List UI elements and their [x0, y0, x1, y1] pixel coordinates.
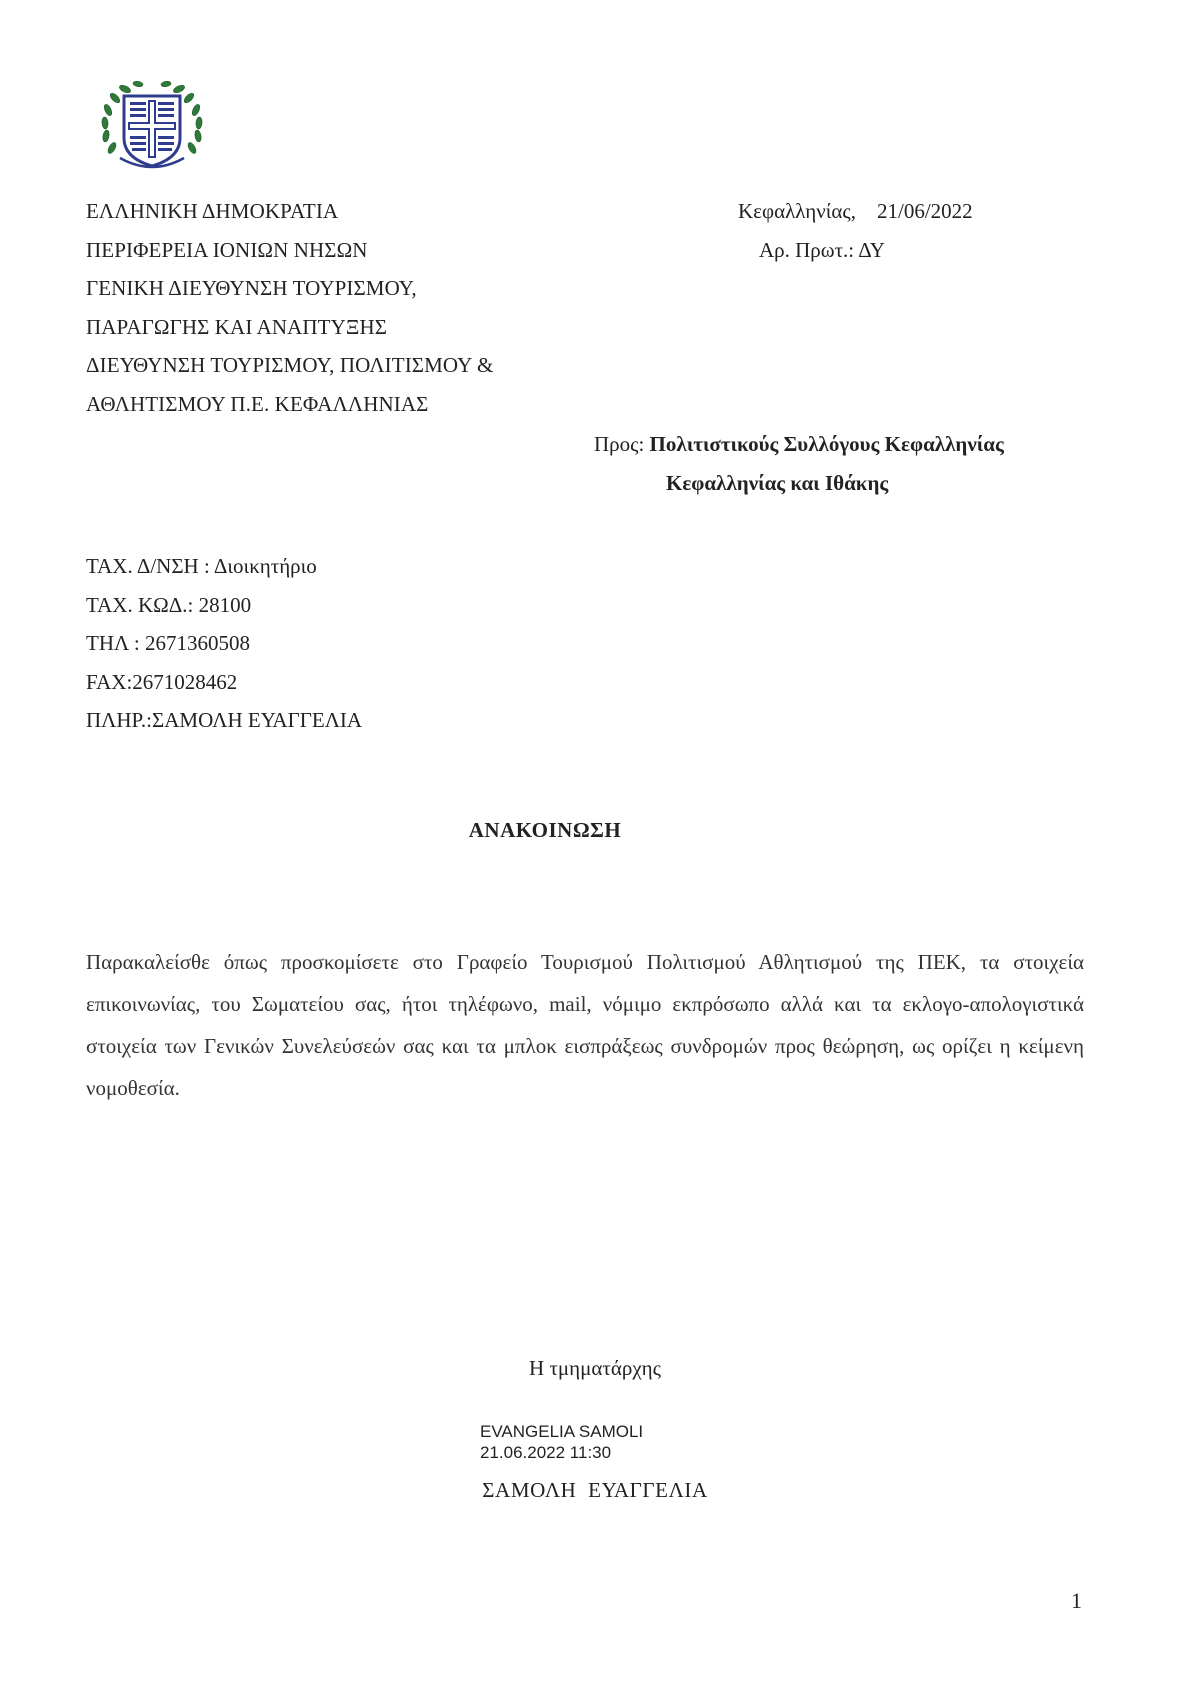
digital-signature [480, 1421, 643, 1463]
contact-block [86, 547, 362, 740]
issuer-block [86, 192, 493, 423]
issuer-line: ΠΕΡΙΦΕΡΕΙΑ ΙΟΝΙΩΝ ΝΗΣΩΝ [86, 237, 368, 262]
greek-state-emblem-icon [92, 78, 212, 176]
issuer-line: ΓΕΝΙΚΗ ΔΙΕΥΘΥΝΣΗ ΤΟΥΡΙΣΜΟΥ, [86, 276, 417, 300]
issuer-line: ΑΘΛΗΤΙΣΜΟΥ Π.Ε. ΚΕΦΑΛΛΗΝΙΑΣ [86, 391, 429, 416]
place-date: Κεφαλληνίας, 21/06/2022 [738, 199, 973, 223]
issuer-line: ΕΛΛΗΝΙΚΗ ΔΗΜΟΚΡΑΤΙΑ [86, 199, 339, 223]
issuer-line: ΠΑΡΑΓΩΓΗΣ ΚΑΙ ΑΝΑΠΤΥΞΗΣ [86, 314, 388, 339]
recipient-line-1 [594, 425, 1004, 463]
contact-postal-code: ΤΑΧ. ΚΩΔ.: 28100 [86, 592, 252, 617]
protocol-number: Αρ. Πρωτ.: ΔΥ [759, 238, 885, 262]
contact-fax: FAX:2671028462 [86, 669, 238, 694]
digital-signature-date: 21.06.2022 11:30 [480, 1443, 612, 1462]
contact-address: ΤΑΧ. Δ/ΝΣΗ : Διοικητήριο [86, 554, 317, 578]
document-title: ΑΝΑΚΟΙΝΩΣΗ [468, 818, 622, 842]
announcement-body: Παρακαλείσθε όπως προσκομίσετε στο Γραφείο Τουρισμού Πολιτισμού Αθλητισμού της ΠΕΚ, τα στοιχεία επικοινωνίας, του Σωματείου σας, ήτοι τηλέφωνο, mail, νόμιμο εκπρόσωπο αλλά και τα εκλογο-απολογιστικά στοιχεία των Γενικών Συνελεύσεών σας και τα μπλοκ εισπράξεως συνδρομών προς θεώρηση, ως ορίζει η κείμενη νομοθεσία. [86, 950, 1084, 1100]
contact-phone: ΤΗΛ : 2671360508 [86, 631, 251, 655]
page-number: 1 [1071, 1588, 1082, 1613]
digital-signature-name: EVANGELIA SAMOLI [480, 1422, 644, 1441]
recipient-name: Πολιτιστικούς Συλλόγους Κεφαλληνίας [649, 432, 1004, 456]
issuer-line: ΔΙΕΥΘΥΝΣΗ ΤΟΥΡΙΣΜΟΥ, ΠΟΛΙΤΙΣΜΟΥ & [86, 353, 494, 377]
recipient-line-2: Κεφαλληνίας και Ιθάκης [666, 471, 889, 495]
recipient-prefix: Προς: [594, 432, 645, 456]
contact-info: ΠΛΗΡ.:ΣΑΜΟΛΗ ΕΥΑΓΓΕΛΙΑ [86, 708, 363, 732]
signature-name: ΣΑΜΟΛΗ ΕΥΑΓΓΕΛΙΑ [482, 1478, 708, 1502]
signature-role: Η τμηματάρχης [529, 1356, 661, 1380]
